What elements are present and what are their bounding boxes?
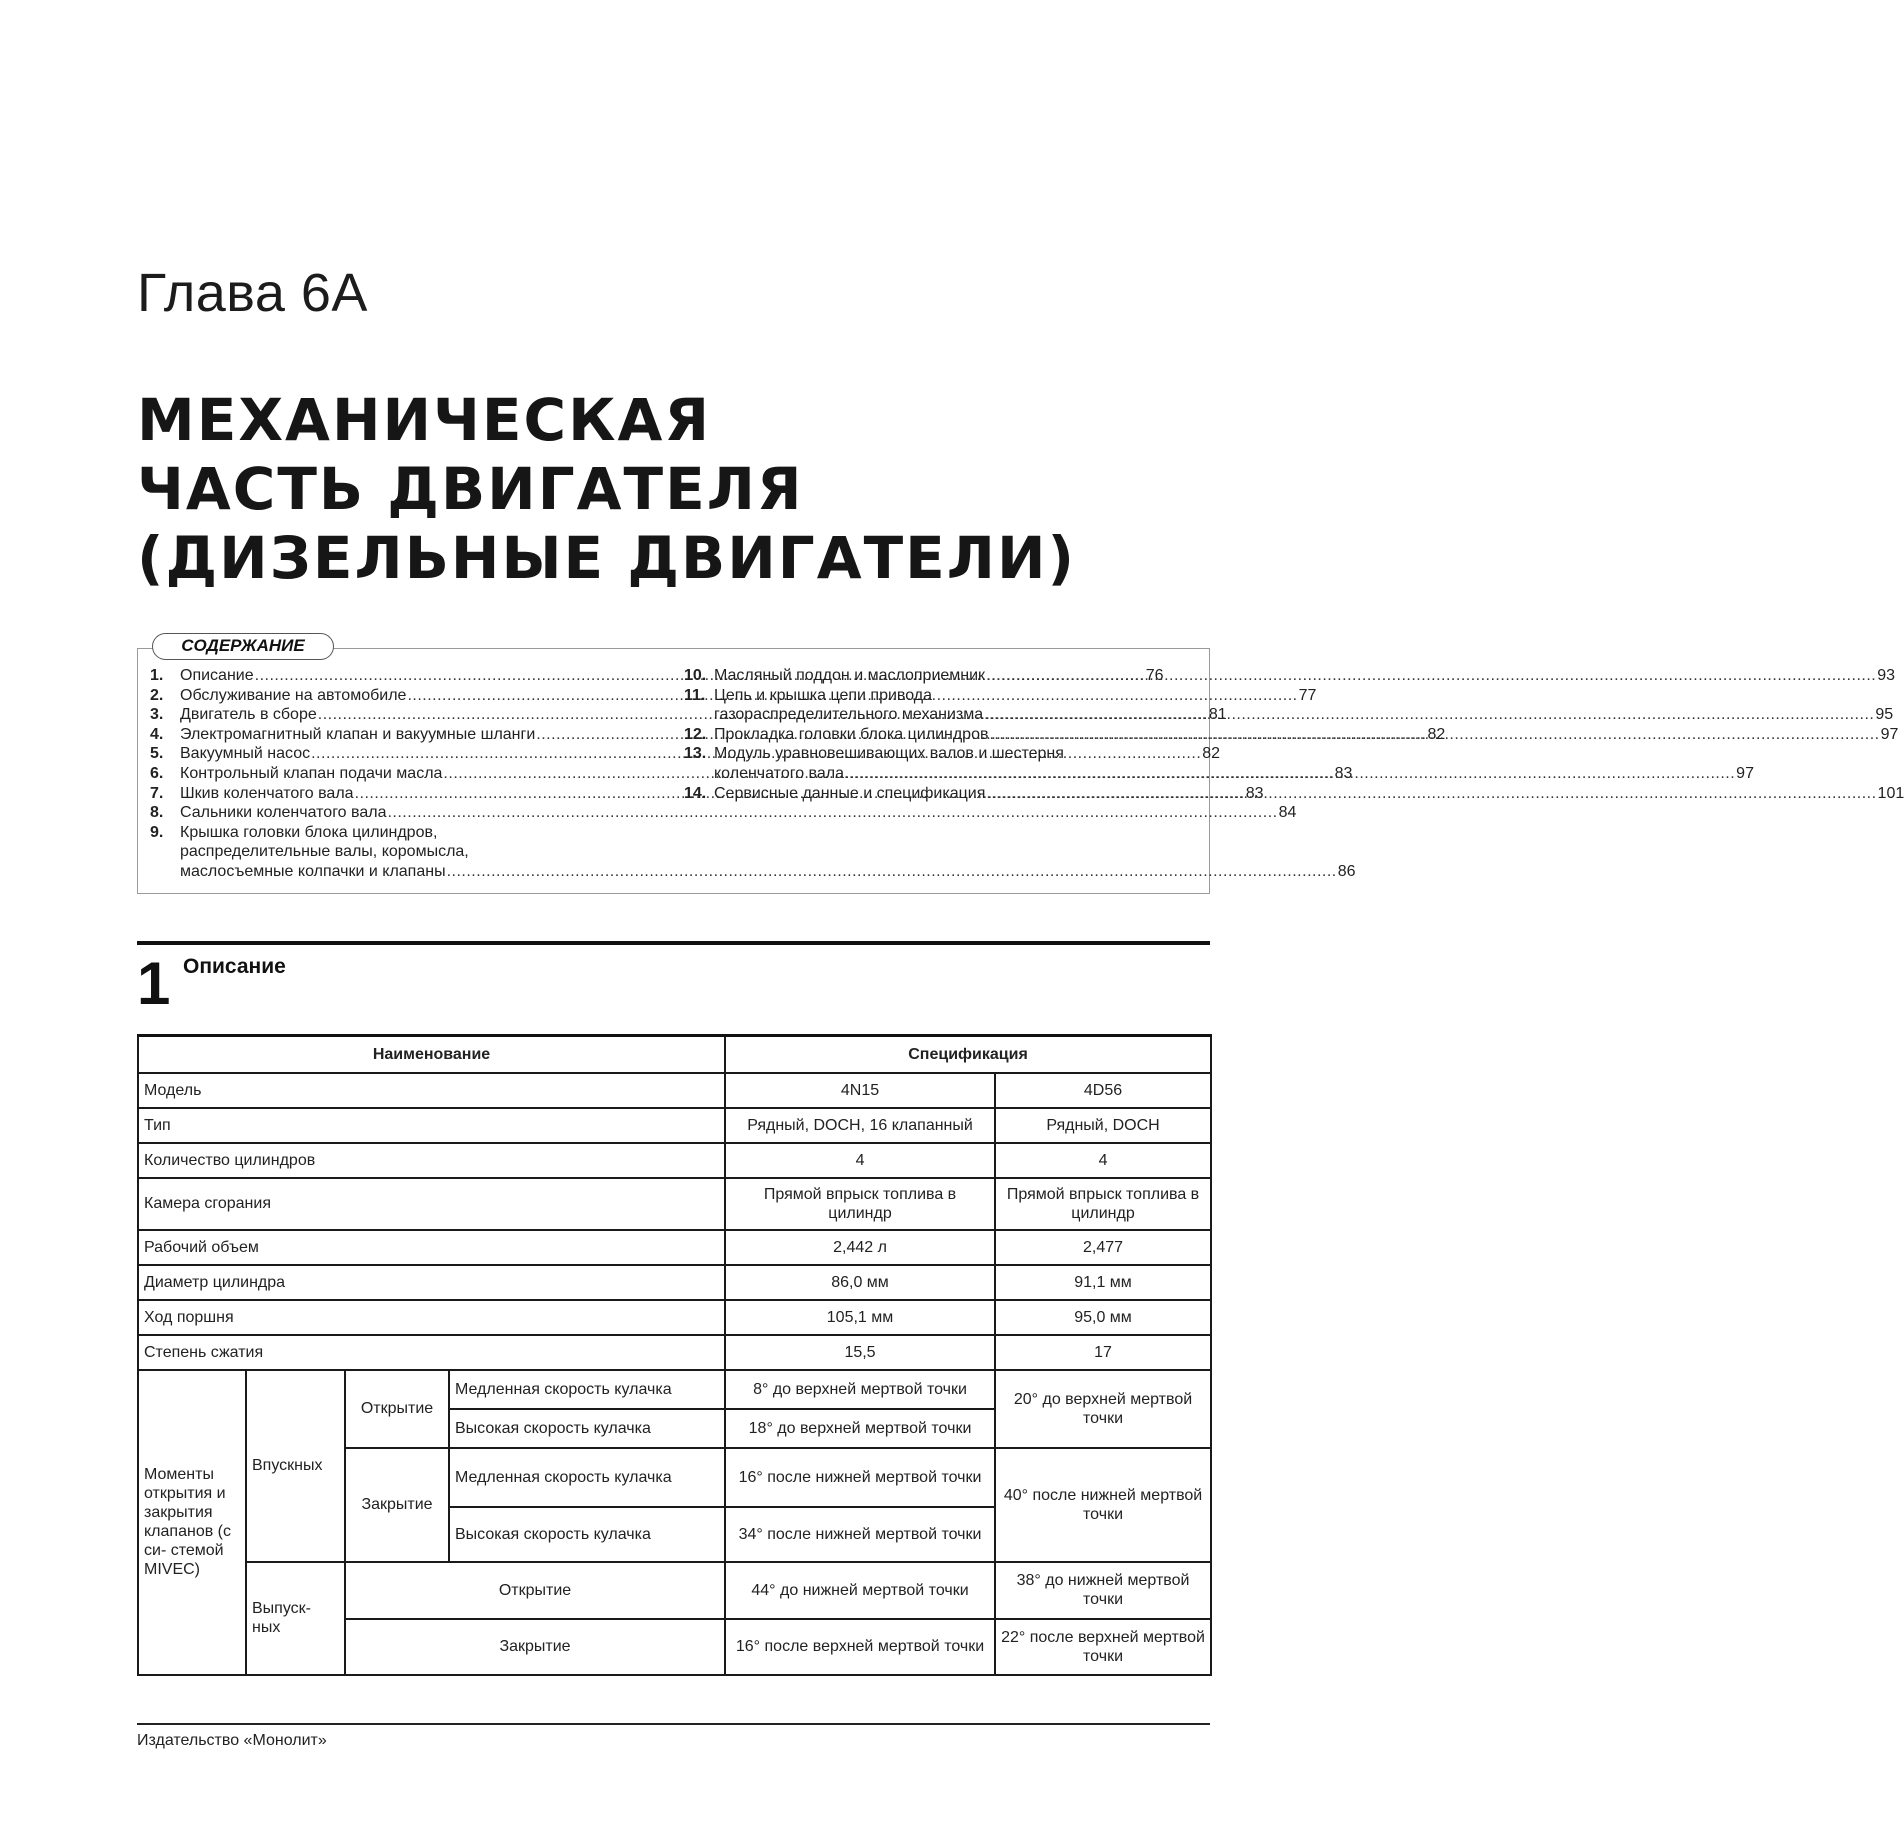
toc-item-text: Описание	[180, 667, 254, 684]
slow-cam-label: Медленная скорость кулачка	[449, 1370, 725, 1409]
valve-timing-label: Моменты открытия и закрытия клапанов (с си- стемой MIVEC)	[138, 1370, 246, 1675]
fast-cam-label: Высокая скорость кулачка	[449, 1409, 725, 1448]
cell-a: 86,0 мм	[725, 1265, 995, 1300]
toc-item-text: Цепь и крышка цепи привода	[714, 686, 933, 704]
toc-item-number: 5.	[150, 745, 164, 763]
toc-page-number: 84	[1278, 804, 1297, 822]
toc-item-number: 10.	[684, 667, 707, 684]
cell-b: 95,0 мм	[995, 1300, 1211, 1335]
toc-item	[684, 666, 1896, 686]
cell-a: 16° после нижней мертвой точки	[725, 1448, 995, 1507]
main-title	[137, 386, 1187, 593]
toc-item-text: Прокладка головки блока цилиндров	[714, 725, 989, 743]
opening-label: Открытие	[345, 1370, 449, 1448]
chapter-label: Глава 6А	[137, 263, 368, 323]
cell-a: 105,1 мм	[725, 1300, 995, 1335]
section-number: 1	[137, 950, 171, 1017]
toc-page-number: 86	[1337, 862, 1356, 880]
footer-rule	[137, 1723, 1210, 1725]
cell-a: 2,442 л	[725, 1230, 995, 1265]
intake-label: Впускных	[246, 1370, 345, 1562]
cell-a: Рядный, DOCH, 16 клапанный	[725, 1108, 995, 1143]
toc-page-number: 82	[1202, 745, 1221, 763]
table-row	[138, 1562, 1211, 1619]
toc-item-text: Вакуумный насос	[180, 745, 311, 763]
toc-page-number: 76	[1145, 667, 1164, 684]
toc-item-text: распределительные валы, коромысла,	[180, 843, 469, 861]
toc-item-number: 3.	[150, 706, 164, 724]
toc-item-number: 4.	[150, 725, 164, 743]
table-row	[138, 1230, 1211, 1265]
table-row	[138, 1143, 1211, 1178]
toc-item	[150, 803, 1297, 823]
cell-b: 38° до нижней мертвой точки	[995, 1562, 1211, 1619]
table-row	[138, 1335, 1211, 1370]
cell-b: 40° после нижней мертвой точки	[995, 1448, 1211, 1562]
toc-leader-dots	[986, 784, 1876, 804]
section-title: Описание	[183, 955, 286, 978]
cell-a: 8° до верхней мертвой точки	[725, 1370, 995, 1409]
toc-item-text: Двигатель в сборе	[180, 706, 317, 724]
table-header-row	[138, 1036, 1211, 1073]
toc-item-text: маслосъемные колпачки и клапаны	[180, 862, 446, 880]
toc-item-number: 9.	[150, 823, 164, 841]
toc-page-number: 77	[1298, 686, 1317, 704]
row-label: Камера сгорания	[138, 1178, 725, 1230]
toc-page-number: 95	[1875, 706, 1894, 724]
toc-item-text: Контрольный клапан подачи масла	[180, 764, 443, 782]
toc-leader-dots	[447, 862, 1337, 882]
title-line: (ДИЗЕЛЬНЫЕ ДВИГАТЕЛИ)	[137, 524, 1077, 592]
toc-item-text: Электромагнитный клапан и вакуумные шланги	[180, 725, 536, 743]
toc-item-text: Модуль уравновешивающих валов и шестерня	[714, 745, 1064, 763]
cell-a: Прямой впрыск топлива в цилиндр	[725, 1178, 995, 1230]
table-row	[138, 1370, 1211, 1409]
cell-b: 22° после верхней мертвой точки	[995, 1619, 1211, 1675]
exhaust-label: Выпуск- ных	[246, 1562, 345, 1675]
section-rule	[137, 941, 1210, 945]
cell-b: Рядный, DOCH	[995, 1108, 1211, 1143]
toc-item	[150, 823, 1356, 882]
row-label: Количество цилиндров	[138, 1143, 725, 1178]
closing-label: Закрытие	[345, 1448, 449, 1562]
cell-a: 4	[725, 1143, 995, 1178]
cell-a: 4N15	[725, 1073, 995, 1108]
toc-item-number: 8.	[150, 804, 164, 822]
row-label: Степень сжатия	[138, 1335, 725, 1370]
toc-page-number: 93	[1877, 667, 1896, 684]
header-name: Наименование	[138, 1036, 725, 1073]
toc-item-text: коленчатого вала	[714, 764, 845, 782]
toc-item-number: 11.	[684, 686, 706, 704]
row-label: Рабочий объем	[138, 1230, 725, 1265]
toc-leader-dots	[984, 705, 1874, 725]
cell-b: 4	[995, 1143, 1211, 1178]
toc-leader-dots	[986, 666, 1876, 686]
cell-a: 34° после нижней мертвой точки	[725, 1507, 995, 1562]
spec-table	[137, 1034, 1212, 1676]
row-label: Ход поршня	[138, 1300, 725, 1335]
toc-item-number: 7.	[150, 784, 164, 802]
cell-b: Прямой впрыск топлива в цилиндр	[995, 1178, 1211, 1230]
publisher-footer: Издательство «Монолит»	[137, 1732, 327, 1749]
toc-item-text: Сервисные данные и спецификация	[714, 784, 986, 802]
toc-page-number: 83	[1245, 784, 1264, 802]
cell-b: 4D56	[995, 1073, 1211, 1108]
toc-item-text: Крышка головки блока цилиндров,	[180, 823, 438, 841]
toc-page-number: 81	[1208, 706, 1227, 724]
title-line: ЧАСТЬ ДВИГАТЕЛЯ	[137, 455, 804, 523]
toc-item-text: Обслуживание на автомобиле	[180, 686, 407, 704]
table-row	[138, 1108, 1211, 1143]
toc-page-number: 83	[1334, 764, 1353, 782]
cell-b: 17	[995, 1335, 1211, 1370]
toc-item-number: 1.	[150, 667, 164, 684]
toc-leader-dots	[387, 803, 1277, 823]
fast-cam-label: Высокая скорость кулачка	[449, 1507, 725, 1562]
table-row	[138, 1300, 1211, 1335]
row-label: Модель	[138, 1073, 725, 1108]
toc-page-number: 101	[1877, 784, 1904, 802]
cell-a: 16° после верхней мертвой точки	[725, 1619, 995, 1675]
toc-page-number: 97	[1736, 764, 1754, 782]
toc-item-text: Шкив коленчатого вала	[180, 784, 354, 802]
toc-leader-dots	[989, 725, 1879, 745]
title-line: МЕХАНИЧЕСКАЯ	[137, 386, 712, 454]
cell-a: 44° до нижней мертвой точки	[725, 1562, 995, 1619]
row-label: Диаметр цилиндра	[138, 1265, 725, 1300]
opening-label: Открытие	[345, 1562, 725, 1619]
closing-label: Закрытие	[345, 1619, 725, 1675]
table-row	[138, 1265, 1211, 1300]
cell-a: 18° до верхней мертвой точки	[725, 1409, 995, 1448]
toc-item-number: 2.	[150, 686, 164, 704]
header-spec: Спецификация	[725, 1036, 1211, 1073]
table-row	[138, 1178, 1211, 1230]
toc-leader-dots	[845, 764, 1735, 784]
toc-heading: СОДЕРЖАНИЕ	[152, 633, 334, 660]
slow-cam-label: Медленная скорость кулачка	[449, 1448, 725, 1507]
toc-item-text: Сальники коленчатого вала	[180, 804, 387, 822]
cell-b: 2,477	[995, 1230, 1211, 1265]
row-label: Тип	[138, 1108, 725, 1143]
toc-item-text: газораспределительного механизма	[714, 706, 984, 724]
toc-item-number: 12.	[684, 725, 707, 743]
toc-item-number: 6.	[150, 764, 164, 782]
toc-item-text: Масляный поддон и маслоприемник	[714, 667, 986, 684]
cell-b: 91,1 мм	[995, 1265, 1211, 1300]
toc-page-number: 82	[1427, 725, 1446, 743]
toc-item-number: 13.	[684, 745, 707, 763]
toc-page-number: 97	[1880, 725, 1899, 743]
toc-item-number: 14.	[684, 784, 707, 802]
cell-a: 15,5	[725, 1335, 995, 1370]
cell-b: 20° до верхней мертвой точки	[995, 1370, 1211, 1448]
table-row	[138, 1073, 1211, 1108]
